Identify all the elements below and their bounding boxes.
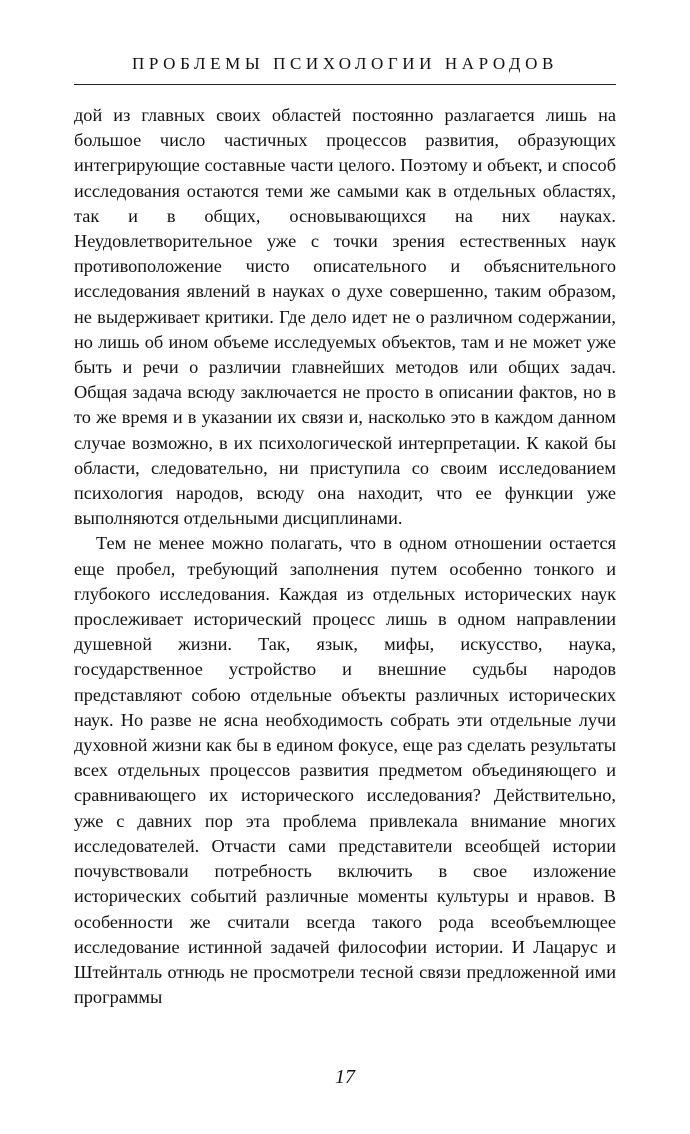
header-rule [74,84,616,85]
body-text [74,103,616,1010]
page-number: 17 [335,1066,355,1088]
paragraph: Тем не менее можно полагать, что в одном отношении остается еще пробел, требующий заполнения путем особенно тонкого и глубокого исследования. Каждая из отдельных исторических наук прослеживает исторический процесс лишь в одном направлении душевной жизни. Так, язык, мифы, искусство, наука, государственное устройство и внешние судьбы народов представляют собою отдельные объекты различных исторических наук. Но разве не ясна необходимость собрать эти отдельные лучи духовной жизни как бы в едином фокусе, еще раз сделать результаты всех отдельных процессов развития предметом объединяющего и сравнивающего их исторического исследования? Действительно, уже с давних пор эта проблема привлекала внимание многих исследователей. Отчасти сами представители всеобщей истории почувствовали потребность включить в свое изложение исторических событий различные моменты культуры и нравов. В особенности же считали всегда такого рода всеобъемлющее исследование истинной задачей философии истории. И Лацарус и Штейнталь отнюдь не просмотрели тесной связи предложенной ими программы [74,533,616,1008]
running-head-title: ПРОБЛЕМЫ ПСИХОЛОГИИ НАРОДОВ [132,54,558,73]
paragraph-continued: дой из главных своих областей постоянно разлагается лишь на большое число частичных процессов развития, образующих интегрирующие составные части целого. Поэтому и объект, и способ исследования остаются теми же самыми как в отдельных областях, так и в общих, основывающихся на них науках. Неудовлетворительное уже с точки зрения естественных наук противоположение чисто описательного и объяснительного исследования явлений в науках о духе совершенно, таким образом, не выдерживает критики. Где дело идет не о различном содержании, но лишь об ином объеме исследуемых объектов, там и не может уже быть и речи о различии главнейших методов или общих задач. Общая задача всюду заключается не просто в описании фактов, но в то же время и в указании их связи и, насколько это в каждом данном случае возможно, в их психологической интерпретации. К какой бы области, следовательно, ни приступила со своим исследованием психология народов, всюду она находит, что ее функции уже выполняются отдельными дисциплинами. [74,105,616,529]
